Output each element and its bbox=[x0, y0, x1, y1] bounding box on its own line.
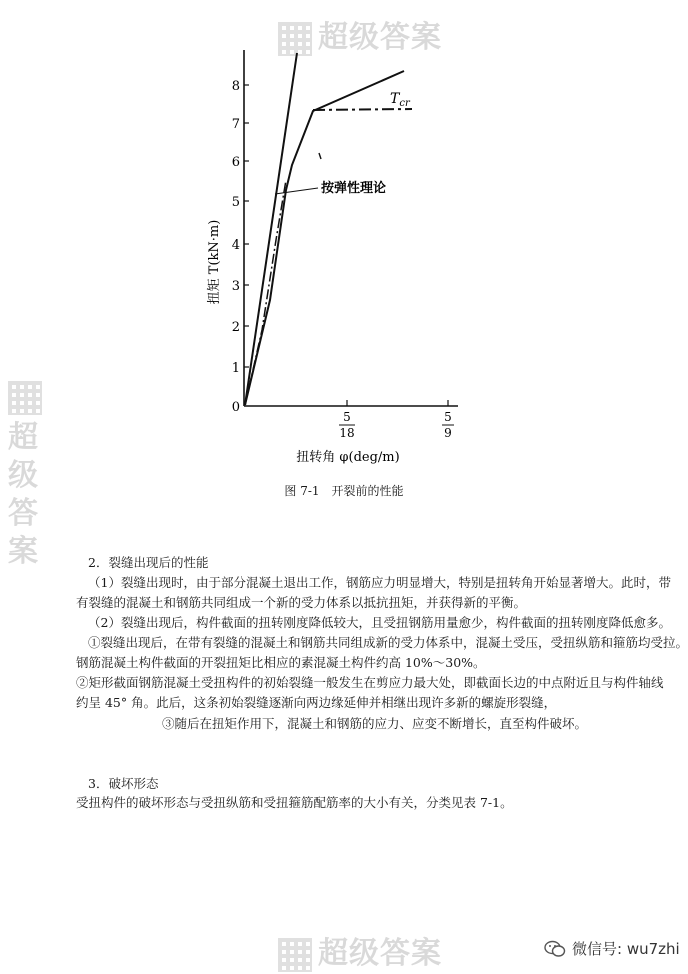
section-2-title: 2．裂缝出现后的性能 bbox=[88, 555, 209, 570]
tcr-label: $T_{cr}$ bbox=[390, 91, 410, 109]
section-3-title: 3．破坏形态 bbox=[88, 776, 159, 791]
paragraph-line-6: ②矩形截面钢筋混凝土受扭构件的初始裂缝一般发生在剪应力最大处，即截面长边的中点附近且与构件轴线 bbox=[76, 675, 664, 690]
paragraph-line-4: ①裂缝出现后，在带有裂缝的混凝土和钢筋共同组成新的受力体系中，混凝土受压，受扭纵筋和箍筋均受拉。 bbox=[88, 635, 688, 650]
paragraph-line-5: 钢筋混凝土构件截面的开裂扭矩比相应的素混凝土构件约高 10%～30%。 bbox=[76, 655, 486, 670]
watermark-left: 超级答案 bbox=[8, 380, 38, 571]
y-tick-4: 4 bbox=[231, 238, 240, 253]
x-tick-2-num: 5 bbox=[444, 410, 452, 424]
dashdot-curve bbox=[245, 180, 286, 405]
wechat-id-text: 微信号: wu7zhi bbox=[572, 940, 680, 958]
qr-watermark-icon bbox=[278, 938, 312, 972]
y-tick-8: 8 bbox=[231, 79, 240, 94]
y-tick-3: 3 bbox=[231, 279, 240, 294]
y-tick-0: 0 bbox=[231, 400, 240, 415]
section-3-text: 受扭构件的破坏形态与受扭纵筋和受扭箍筋配筋率的大小有关，分类见表 7-1。 bbox=[76, 795, 513, 810]
watermark-top: 超级答案 bbox=[278, 12, 442, 56]
wechat-icon bbox=[544, 940, 566, 958]
figure-caption: 图 7-1 开裂前的性能 bbox=[284, 484, 404, 498]
x-axis-label: 扭转角 φ(deg/m) bbox=[296, 450, 400, 465]
elastic-theory-label: 按弹性理论 bbox=[321, 181, 387, 196]
x-tick-1-den: 18 bbox=[339, 426, 355, 440]
x-tick-1-num: 5 bbox=[343, 410, 351, 424]
y-axis-label: 扭矩 T(kN·m) bbox=[207, 219, 222, 305]
elastic-theory-line bbox=[245, 53, 297, 405]
y-tick-2: 2 bbox=[231, 320, 240, 335]
y-tick-1: 1 bbox=[231, 361, 240, 376]
y-tick-5: 5 bbox=[231, 195, 240, 210]
paragraph-line-3: （2）裂缝出现后，构件截面的扭转刚度降低较大，且受扭钢筋用量愈少，构件截面的扭转刚度降低愈多。 bbox=[88, 615, 671, 630]
wechat-id-badge bbox=[544, 938, 680, 959]
y-tick-6: 6 bbox=[231, 155, 240, 170]
x-ticks bbox=[347, 400, 448, 406]
paragraph-line-2: 有裂缝的混凝土和钢筋共同组成一个新的受力体系以抵抗扭矩，并获得新的平衡。 bbox=[76, 595, 527, 610]
elastic-label-leader bbox=[275, 188, 318, 194]
y-tick-7: 7 bbox=[231, 117, 240, 132]
torque-twist-figure bbox=[0, 0, 688, 480]
tcr-plateau-line bbox=[313, 109, 412, 110]
watermark-bottom: 超级答案 bbox=[278, 928, 442, 972]
paragraph-line-8: ③随后在扭矩作用下，混凝土和钢筋的应力、应变不断增长，直至构件破坏。 bbox=[162, 716, 588, 731]
paragraph-line-7: 约呈 45° 角。此后，这条初始裂缝逐渐向两边缘延伸并相继出现许多新的螺旋形裂缝， bbox=[76, 695, 557, 710]
x-tick-2-den: 9 bbox=[444, 426, 452, 440]
paragraph-line-1: （1）裂缝出现时，由于部分混凝土退出工作，钢筋应力明显增大，特别是扭转角开始显著增大。此时，带 bbox=[88, 575, 671, 590]
